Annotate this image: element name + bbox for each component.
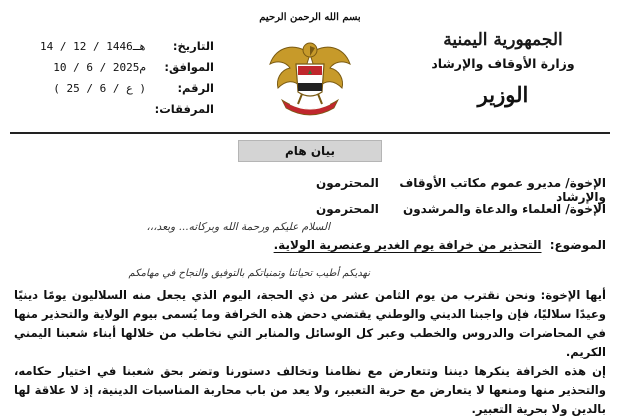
- subject-label: الموضوع:: [549, 238, 606, 252]
- reference-number-row: [14, 78, 214, 99]
- attachments-label: المرفقات:: [154, 102, 214, 116]
- letter-meta: [14, 36, 214, 120]
- letter-body: [14, 286, 606, 419]
- body-paragraph-2: إن هذه الخرافة ينكرها ديننا وتتعارض مع نظامنا وتخالف دستورنا وتضر بحق شعبنا في اختيار حكامه، والتحذير منها ومنعها لا يتعارض مع حرية التعبير، ولا يعد من باب محاربة المناسبات الدينية، إذ لا علاقة لها بالدين ولا بحرية التعبير.: [14, 364, 606, 416]
- addressee-respect-2: المحترمون: [316, 202, 379, 216]
- notice-title: بيان هام: [238, 140, 382, 162]
- corresponding-date-row: [14, 57, 214, 78]
- greeting: السلام عليكم ورحمة الله وبركاته... وبعد،،،: [146, 221, 330, 233]
- corresponding-label: الموافق:: [164, 60, 214, 74]
- addressee-respect-1: المحترمون: [316, 176, 379, 190]
- subject-line: [16, 238, 606, 252]
- basmala: بسم الله الرحمن الرحيم: [259, 12, 361, 23]
- subject-text: التحذير من خرافة يوم الغدير وعنصرية الولاية.: [273, 238, 542, 252]
- date-label: التاريخ:: [172, 39, 214, 53]
- number-value: ( ع / 6 / 25 ): [53, 82, 146, 95]
- addressee-name-2: الإخوة/ العلماء والدعاة والمرشدون: [402, 202, 606, 216]
- ministry-name: وزارة الأوقاف والإرشاد: [431, 56, 575, 71]
- minister-title: الوزير: [477, 82, 529, 107]
- body-paragraph-1: أيها الإخوة: ونحن نقترب من يوم الثامن عشر من ذي الحجة، اليوم الذي يجعل منه السلاليون يومًا دينيًا وعيدًا سلاليًا، فإن واجبنا الديني والوطني يقتضي دحض هذه الخرافة وما يُسمى بيوم الولاية والتحذير منها في المحاضرات والدروس والخطب وعبر كل الوسائل والمنابر التي نخاطب من خلالها أبناء شعبنا اليمني الكريم.: [14, 288, 606, 359]
- republic-name: الجمهورية اليمنية: [443, 30, 563, 50]
- handwritten-note: نهديكم أطيب تحياتنا وتمنياتكم بالتوفيق والنجاح في مهامكم: [128, 268, 370, 279]
- attachments-row: [14, 99, 214, 120]
- number-label: الرقم:: [177, 81, 214, 95]
- addressee-name-1: الإخوة/ مديرو عموم مكاتب الأوقاف والإرشاد: [399, 176, 606, 204]
- date-value: 14 / 12 / 1446هـ: [40, 40, 146, 53]
- addressee-line-1: [126, 176, 606, 204]
- header-divider: [10, 132, 610, 134]
- addressee-line-2: [126, 202, 606, 216]
- eagle-emblem-icon: [268, 34, 352, 122]
- letterhead: [408, 30, 598, 108]
- corresponding-value: 10 / 6 / 2025م: [53, 61, 146, 74]
- date-row: [14, 36, 214, 57]
